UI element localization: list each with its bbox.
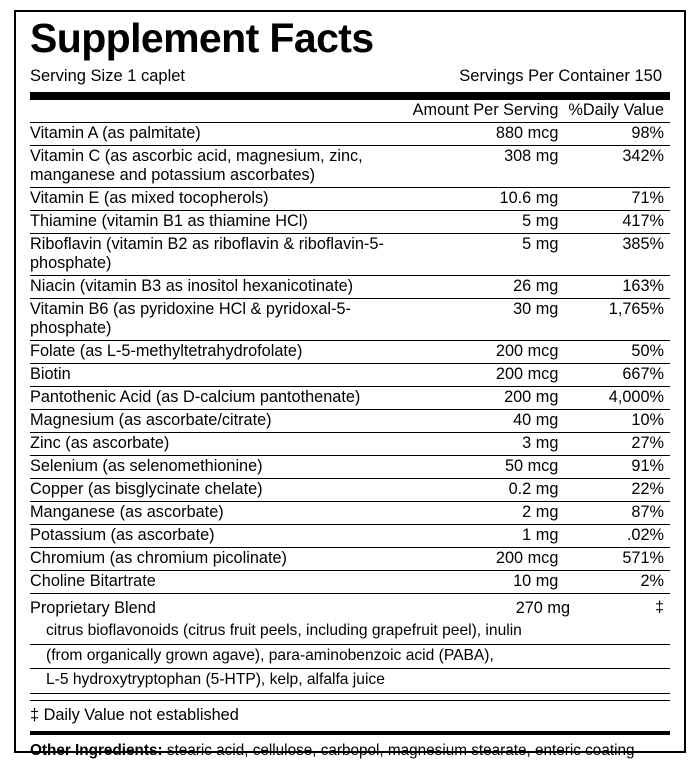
table-row — [30, 479, 670, 502]
blend-ingredient-line: citrus bioflavonoids (citrus fruit peels, including grapefruit peel), inulin — [30, 620, 670, 644]
nutrient-dv: 91% — [568, 456, 670, 479]
table-row — [30, 341, 670, 364]
nutrient-name-line2: manganese and potassium ascorbates) — [30, 166, 316, 184]
nutrient-dv: 667% — [568, 364, 670, 387]
nutrient-dv: 342% — [568, 146, 670, 188]
daily-value-footnote: ‡ Daily Value not established — [30, 705, 239, 724]
nutrient-name: Selenium (as selenomethionine) — [30, 456, 413, 479]
nutrient-dv: 417% — [568, 211, 670, 234]
nutrient-dv: 50% — [568, 341, 670, 364]
nutrient-dv: 10% — [568, 410, 670, 433]
nutrient-name: Pantothenic Acid (as D-calcium pantothenate) — [30, 387, 413, 410]
nutrient-amount: 40 mg — [413, 410, 569, 433]
nutrient-dv: 87% — [568, 502, 670, 525]
blend-name: Proprietary Blend — [30, 599, 156, 617]
nutrient-amount: 200 mcg — [413, 548, 569, 571]
nutrient-dv: 571% — [568, 548, 670, 571]
blend-amount: 270 mg — [515, 599, 570, 617]
nutrient-amount: 10.6 mg — [413, 188, 569, 211]
nutrient-dv: 163% — [568, 276, 670, 299]
nutrient-name: Riboflavin (vitamin B2 as riboflavin & riboflavin-5-phosphate) — [30, 234, 413, 276]
table-row — [30, 211, 670, 234]
nutrient-name-line1: Vitamin C (as ascorbic acid, magnesium, zinc, — [30, 147, 363, 165]
nutrient-dv: 2% — [568, 571, 670, 594]
table-row — [30, 188, 670, 211]
table-row — [30, 276, 670, 299]
nutrient-name: Manganese (as ascorbate) — [30, 502, 413, 525]
table-row — [30, 234, 670, 276]
nutrient-name: Thiamine (vitamin B1 as thiamine HCl) — [30, 211, 413, 234]
nutrient-amount: 50 mcg — [413, 456, 569, 479]
nutrient-name: Zinc (as ascorbate) — [30, 433, 413, 456]
nutrient-name: Magnesium (as ascorbate/citrate) — [30, 410, 413, 433]
nutrient-name: Copper (as bisglycinate chelate) — [30, 479, 413, 502]
nutrient-amount: 30 mg — [413, 299, 569, 341]
nutrient-amount: 26 mg — [413, 276, 569, 299]
blend-ingredient-line: L-5 hydroxytryptophan (5-HTP), kelp, alfalfa juice — [30, 669, 670, 694]
divider-thick — [30, 92, 670, 100]
nutrient-name: Folate (as L-5-methyltetrahydrofolate) — [30, 341, 413, 364]
nutrient-name: Vitamin B6 (as pyridoxine HCl & pyridoxal-5-phosphate) — [30, 299, 413, 341]
table-row — [30, 525, 670, 548]
proprietary-blend-table — [30, 594, 670, 694]
table-row — [30, 456, 670, 479]
nutrient-dv: 27% — [568, 433, 670, 456]
header-blank — [30, 100, 413, 123]
servings-per-container: Servings Per Container 150 — [459, 67, 662, 85]
nutrient-amount: 2 mg — [413, 502, 569, 525]
nutrient-name: Vitamin A (as palmitate) — [30, 123, 413, 146]
nutrient-amount: 5 mg — [413, 211, 569, 234]
blend-detail-row — [30, 669, 670, 694]
nutrient-amount: 5 mg — [413, 234, 569, 276]
serving-size: Serving Size 1 caplet — [30, 67, 186, 85]
blend-detail-row — [30, 620, 670, 644]
nutrient-amount: 200 mcg — [413, 364, 569, 387]
nutrient-dv: 385% — [568, 234, 670, 276]
table-row — [30, 548, 670, 571]
header-amount: Amount Per Serving — [413, 100, 569, 123]
table-row — [30, 502, 670, 525]
nutrient-name: Biotin — [30, 364, 413, 387]
nutrient-amount: 1 mg — [413, 525, 569, 548]
table-row — [30, 146, 670, 188]
nutrient-name — [30, 146, 413, 188]
nutrient-name: Potassium (as ascorbate) — [30, 525, 413, 548]
nutrient-name: Vitamin E (as mixed tocopherols) — [30, 188, 413, 211]
serving-info — [30, 67, 670, 86]
table-row — [30, 123, 670, 146]
other-ingredients-label: Other Ingredients: — [30, 741, 163, 759]
nutrient-dv: 71% — [568, 188, 670, 211]
other-ingredients-value: stearic acid, cellulose, carbopol, magnesium stearate, enteric coating — [162, 741, 635, 759]
nutrients-table — [30, 100, 670, 594]
blend-detail-row — [30, 644, 670, 669]
blend-row — [30, 594, 670, 620]
nutrient-amount: 200 mcg — [413, 341, 569, 364]
blend-ingredient-line: (from organically grown agave), para-aminobenzoic acid (PABA), — [30, 644, 670, 669]
nutrient-amount: 3 mg — [413, 433, 569, 456]
nutrient-dv: 1,765% — [568, 299, 670, 341]
nutrient-amount: 200 mg — [413, 387, 569, 410]
nutrient-amount: 880 mcg — [413, 123, 569, 146]
table-row — [30, 387, 670, 410]
nutrient-dv: 22% — [568, 479, 670, 502]
table-row — [30, 433, 670, 456]
nutrient-amount: 0.2 mg — [413, 479, 569, 502]
nutrient-dv: .02% — [568, 525, 670, 548]
panel-content — [30, 15, 670, 760]
nutrient-amount: 10 mg — [413, 571, 569, 594]
table-row — [30, 299, 670, 341]
nutrient-dv: 4,000% — [568, 387, 670, 410]
other-ingredients — [30, 735, 670, 760]
nutrient-dv: 98% — [568, 123, 670, 146]
nutrient-amount: 308 mg — [413, 146, 569, 188]
nutrient-name: Niacin (vitamin B3 as inositol hexanicotinate) — [30, 276, 413, 299]
page-title: Supplement Facts — [30, 15, 374, 61]
table-row — [30, 571, 670, 594]
table-row — [30, 364, 670, 387]
header-daily-value: %Daily Value — [568, 100, 670, 123]
nutrient-name: Chromium (as chromium picolinate) — [30, 548, 413, 571]
blend-dv: ‡ — [655, 599, 664, 616]
table-row — [30, 410, 670, 433]
nutrient-name: Choline Bitartrate — [30, 571, 413, 594]
table-header-row — [30, 100, 670, 123]
